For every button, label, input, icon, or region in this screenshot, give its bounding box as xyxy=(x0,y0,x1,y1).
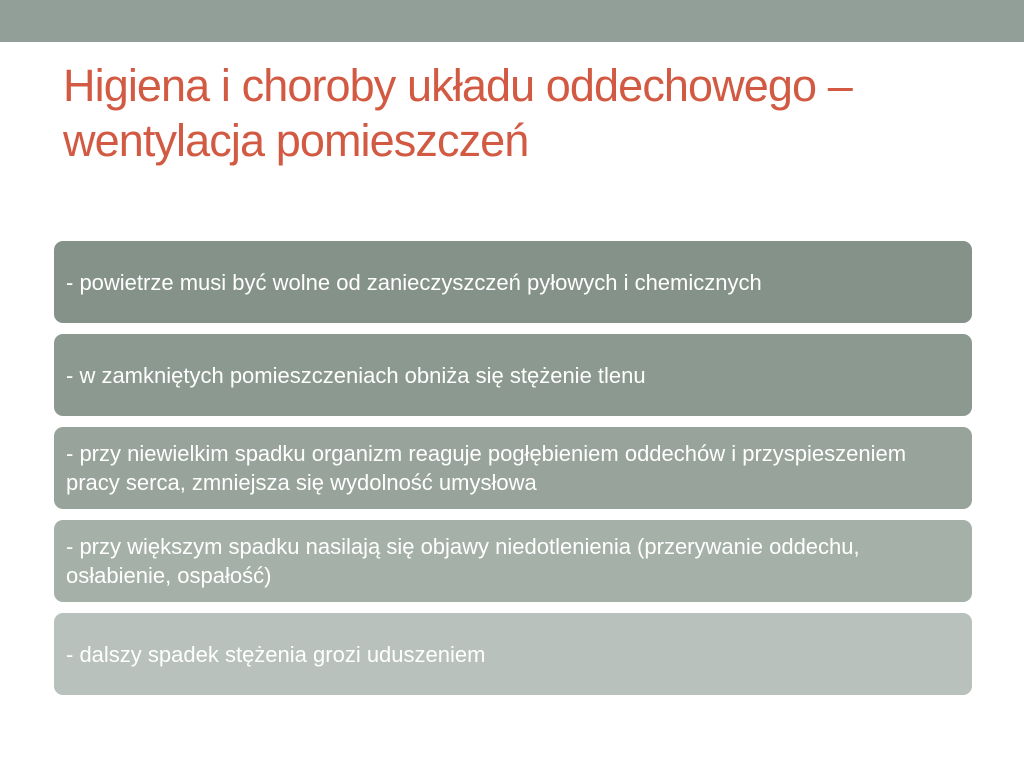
list-item-text: - przy niewielkim spadku organizm reaguje pogłębieniem oddechów i przyspieszeniem pracy serca, zmniejsza się wydolność umysłowa xyxy=(66,441,907,495)
list-item-text: - przy większym spadku nasilają się objawy niedotlenienia (przerywanie oddechu, osłabienie, ospałość) xyxy=(66,534,860,588)
list-item-2 xyxy=(54,334,972,416)
list-item-3 xyxy=(54,427,972,509)
slide-title-line-1: Higiena i choroby układu oddechowego – xyxy=(63,60,852,111)
slide-title xyxy=(63,58,983,168)
top-band xyxy=(0,0,1024,42)
list-item-1 xyxy=(54,241,972,323)
list-item-text: - powietrze musi być wolne od zanieczyszczeń pyłowych i chemicznych xyxy=(66,269,762,295)
list-item-5 xyxy=(54,613,972,695)
list-item-text: - w zamkniętych pomieszczeniach obniża się stężenie tlenu xyxy=(66,362,646,388)
content-list xyxy=(54,241,972,695)
list-item-text: - dalszy spadek stężenia grozi uduszeniem xyxy=(66,641,486,667)
slide-title-line-2: wentylacja pomieszczeń xyxy=(63,115,529,166)
list-item-4 xyxy=(54,520,972,602)
